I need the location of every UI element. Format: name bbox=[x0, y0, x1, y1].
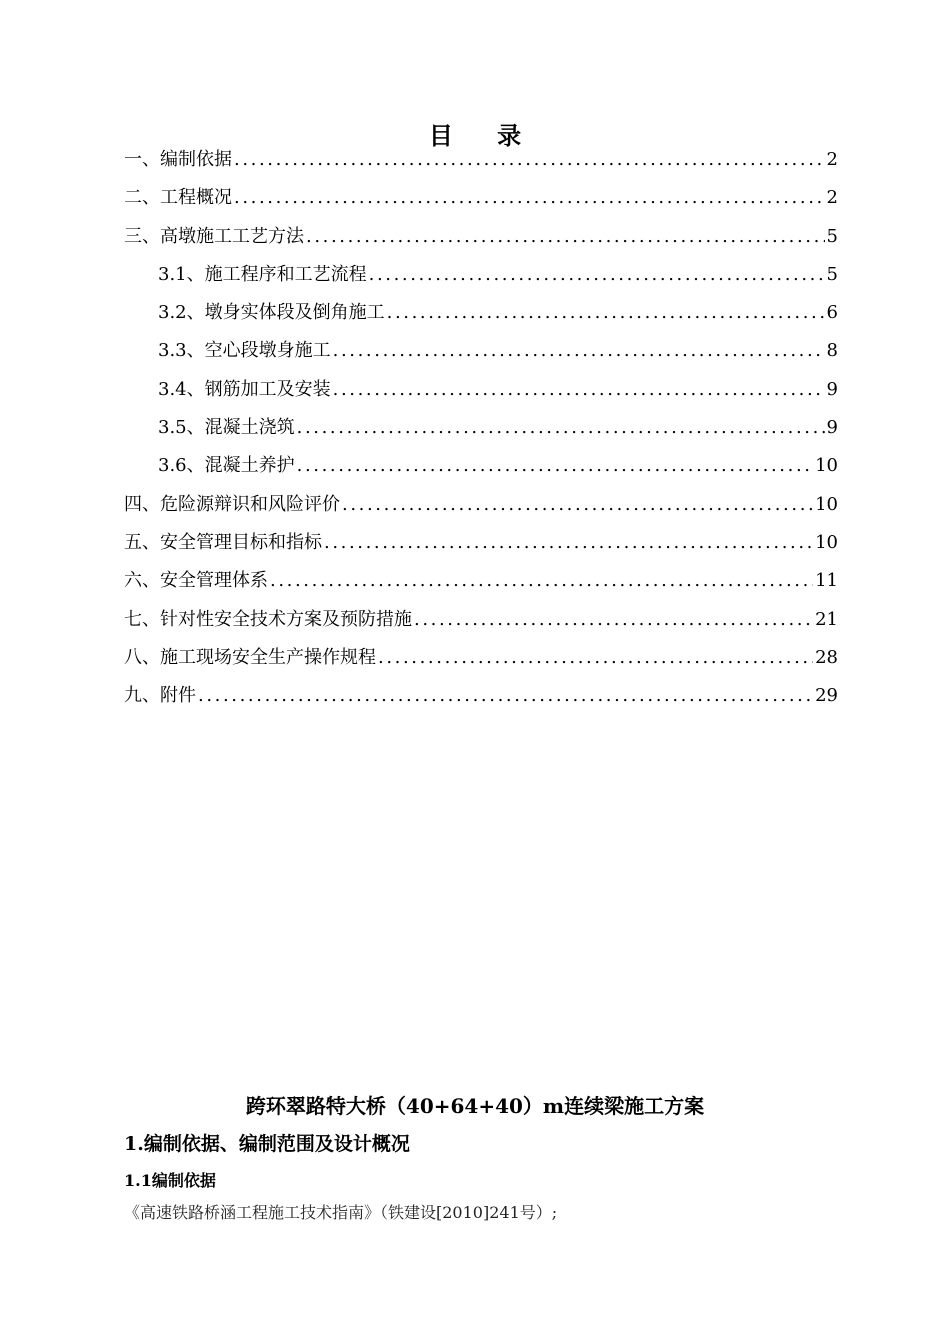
toc-dot-leader bbox=[385, 294, 825, 332]
toc-entry[interactable] bbox=[124, 218, 838, 256]
toc-dot-leader bbox=[367, 256, 825, 294]
toc-entry-page: 5 bbox=[826, 263, 838, 285]
toc-dot-leader bbox=[232, 141, 825, 179]
toc-entry[interactable] bbox=[124, 562, 838, 600]
toc-entry-page: 11 bbox=[815, 570, 838, 592]
toc-entry-label: 七、针对性安全技术方案及预防措施 bbox=[124, 608, 412, 630]
subsection-heading: 1.1编制依据 bbox=[124, 1171, 216, 1190]
toc-entry-page: 6 bbox=[826, 302, 838, 324]
toc-entry-label: 3.4、钢筋加工及安装 bbox=[158, 378, 331, 400]
body-paragraph: 《高速铁路桥涵工程施工技术指南》（铁建设[2010]241号）; bbox=[124, 1203, 558, 1222]
toc-entry[interactable] bbox=[124, 639, 838, 677]
toc-dot-leader bbox=[304, 218, 825, 256]
document-title: 跨环翠路特大桥（40+64+40）m连续梁施工方案 bbox=[245, 1094, 705, 1118]
toc-entry-label: 八、施工现场安全生产操作规程 bbox=[124, 646, 376, 668]
toc-entry-page: 28 bbox=[815, 646, 838, 668]
toc-subentry[interactable] bbox=[124, 447, 838, 485]
toc-entry-page: 10 bbox=[815, 531, 838, 553]
toc-entry-label: 3.5、混凝土浇筑 bbox=[158, 417, 295, 439]
toc-entry-page: 10 bbox=[815, 455, 838, 477]
toc-subentry[interactable] bbox=[124, 409, 838, 447]
toc-entry-page: 5 bbox=[826, 225, 838, 247]
toc-entry[interactable] bbox=[124, 677, 838, 715]
toc-entry[interactable] bbox=[124, 601, 838, 639]
toc-entry-page: 21 bbox=[815, 608, 838, 630]
toc-entry-label: 二、工程概况 bbox=[124, 187, 232, 209]
toc-subentry[interactable] bbox=[124, 256, 838, 294]
toc-entry-label: 四、危险源辩识和风险评价 bbox=[124, 493, 340, 515]
toc-subentry[interactable] bbox=[124, 294, 838, 332]
toc-entry[interactable] bbox=[124, 141, 838, 179]
toc-entry-label: 三、高墩施工工艺方法 bbox=[124, 225, 304, 247]
table-of-contents bbox=[124, 141, 838, 715]
toc-dot-leader bbox=[331, 332, 825, 370]
toc-dot-leader bbox=[268, 562, 813, 600]
toc-entry-label: 一、编制依据 bbox=[124, 149, 232, 170]
toc-subentry[interactable] bbox=[124, 332, 838, 370]
toc-dot-leader bbox=[196, 677, 813, 715]
toc-subentry[interactable] bbox=[124, 371, 838, 409]
toc-entry-label: 3.2、墩身实体段及倒角施工 bbox=[158, 302, 385, 324]
toc-entry-label: 六、安全管理体系 bbox=[124, 570, 268, 592]
section-heading: 1.编制依据、编制范围及设计概况 bbox=[124, 1133, 410, 1155]
toc-dot-leader bbox=[322, 524, 813, 562]
toc-entry-label: 九、附件 bbox=[124, 685, 196, 707]
toc-dot-leader bbox=[295, 409, 825, 447]
toc-dot-leader bbox=[295, 447, 813, 485]
toc-entry-page: 9 bbox=[826, 417, 838, 439]
toc-entry-label: 3.1、施工程序和工艺流程 bbox=[158, 263, 367, 285]
toc-dot-leader bbox=[412, 601, 813, 639]
toc-dot-leader bbox=[331, 371, 825, 409]
toc-entry-page: 29 bbox=[815, 685, 838, 707]
toc-entry-page: 2 bbox=[826, 149, 838, 170]
toc-entry-page: 2 bbox=[826, 187, 838, 209]
toc-entry-label: 五、安全管理目标和指标 bbox=[124, 531, 322, 553]
toc-entry[interactable] bbox=[124, 486, 838, 524]
toc-entry[interactable] bbox=[124, 179, 838, 217]
toc-title: 目 录 bbox=[428, 121, 540, 150]
toc-entry-page: 9 bbox=[826, 378, 838, 400]
toc-dot-leader bbox=[340, 486, 813, 524]
toc-entry-page: 8 bbox=[826, 340, 838, 362]
toc-entry-label: 3.3、空心段墩身施工 bbox=[158, 340, 331, 362]
toc-entry[interactable] bbox=[124, 524, 838, 562]
toc-entry-page: 10 bbox=[815, 493, 838, 515]
toc-dot-leader bbox=[232, 179, 825, 217]
toc-entry-label: 3.6、混凝土养护 bbox=[158, 455, 295, 477]
toc-dot-leader bbox=[376, 639, 813, 677]
